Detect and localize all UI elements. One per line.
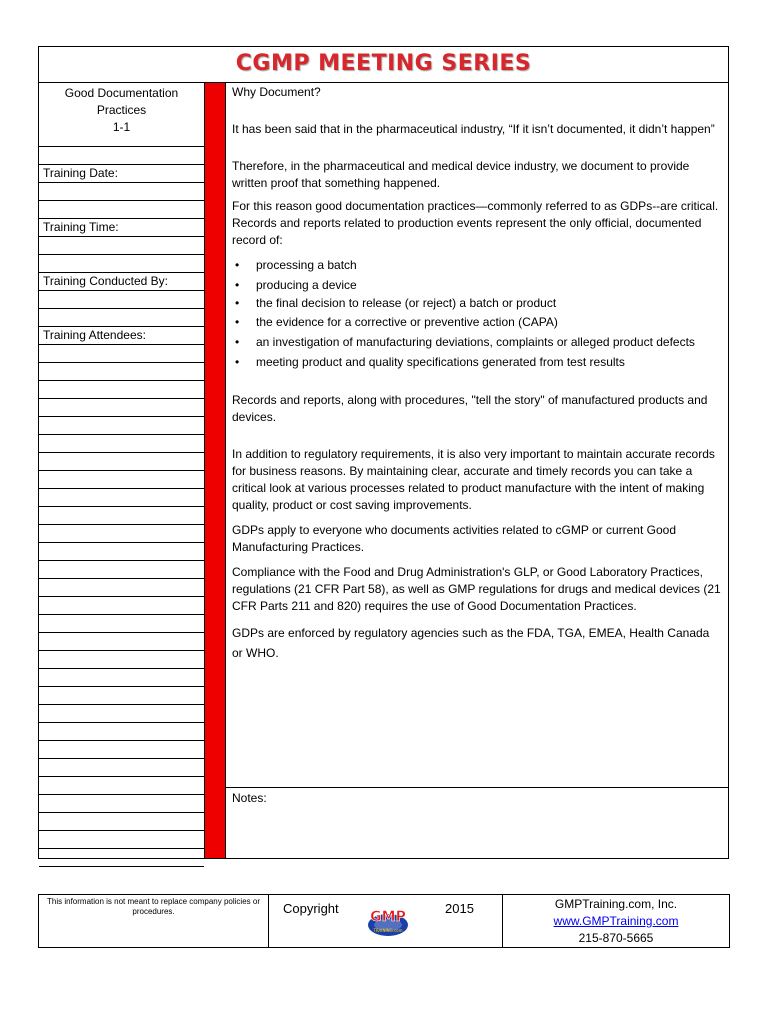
red-accent-bar <box>204 83 226 858</box>
disclaimer: This information is not meant to replace company policies or procedures. <box>39 895 269 947</box>
blank-row <box>39 147 204 165</box>
attendee-row[interactable] <box>39 723 204 741</box>
footer <box>38 894 730 948</box>
training-time-label: Training Time: <box>39 219 204 237</box>
paragraph: Therefore, in the pharmaceutical and medical device industry, we document to provide written proof that something happened. <box>232 159 690 190</box>
title-bar <box>39 47 728 83</box>
attendee-row[interactable] <box>39 687 204 705</box>
attendee-row[interactable] <box>39 381 204 399</box>
list-item: • the evidence for a corrective or preventive action (CAPA) <box>256 312 722 332</box>
body-text <box>226 83 728 663</box>
attendee-row[interactable] <box>39 849 204 867</box>
paragraph: In addition to regulatory requirements, it is also very important to maintain accurate records for business reasons. By maintaining clear, accurate and timely records you can take a critical look at various processes related to product manufacture with the intent of making quality, product or cost saving improvements. <box>232 447 715 512</box>
attendee-row[interactable] <box>39 507 204 525</box>
sidebar-form <box>39 83 204 858</box>
attendee-row[interactable] <box>39 741 204 759</box>
attendee-row[interactable] <box>39 345 204 363</box>
attendee-row[interactable] <box>39 525 204 543</box>
conducted-by-field[interactable] <box>39 309 204 327</box>
list-item: • producing a device <box>256 275 722 295</box>
gmp-logo-icon <box>365 903 411 939</box>
contact-cell <box>503 895 729 947</box>
notes-field[interactable] <box>226 787 728 858</box>
attendee-row[interactable] <box>39 651 204 669</box>
paragraph: For this reason good documentation practices—commonly referred to as GDPs--are critical. Records and reports related to production events represent the only official, documented record of: <box>232 199 719 247</box>
attendee-row[interactable] <box>39 795 204 813</box>
website-link[interactable]: www.GMPTraining.com <box>553 914 679 928</box>
logo-subtext: TRAINING.com <box>373 928 403 933</box>
attendee-row[interactable] <box>39 363 204 381</box>
training-form <box>38 46 729 859</box>
copyright-cell <box>269 895 503 947</box>
copyright-label: Copyright <box>283 901 339 916</box>
list-item: • processing a batch <box>256 255 722 275</box>
training-time-field[interactable] <box>39 237 204 255</box>
attendee-row[interactable] <box>39 417 204 435</box>
paragraph: GDPs apply to everyone who documents activities related to cGMP or current Good Manufacturing Practices. <box>232 523 676 554</box>
logo-text: GMP <box>370 909 406 925</box>
module-number: 1-1 <box>112 120 131 134</box>
copyright-year: 2015 <box>445 901 474 916</box>
attendee-row[interactable] <box>39 471 204 489</box>
attendee-row[interactable] <box>39 453 204 471</box>
list-item: • the final decision to release (or reject) a batch or product <box>256 295 722 312</box>
attendee-row[interactable] <box>39 597 204 615</box>
attendee-row[interactable] <box>39 399 204 417</box>
attendee-row[interactable] <box>39 489 204 507</box>
attendee-row[interactable] <box>39 669 204 687</box>
quote-paragraph: It has been said that in the pharmaceutical industry, “If it isn’t documented, it didn’t happen” <box>232 122 715 136</box>
attendee-row[interactable] <box>39 561 204 579</box>
module-title-line: Practices <box>96 103 147 117</box>
attendee-row[interactable] <box>39 633 204 651</box>
company-name: GMPTraining.com, Inc. <box>554 897 678 911</box>
page-title: CGMP MEETING SERIES <box>235 51 532 76</box>
attendee-row[interactable] <box>39 579 204 597</box>
attendee-row[interactable] <box>39 543 204 561</box>
training-time-field[interactable] <box>39 255 204 273</box>
paragraph: Records and reports, along with procedures, "tell the story" of manufactured products and devices. <box>232 393 708 424</box>
attendee-row[interactable] <box>39 813 204 831</box>
module-title <box>39 83 204 147</box>
main-content <box>226 83 728 858</box>
list-item: • an investigation of manufacturing deviations, complaints or alleged product defects <box>256 332 722 352</box>
phone-number: 215-870-5665 <box>578 931 654 945</box>
training-date-field[interactable] <box>39 201 204 219</box>
conducted-by-label: Training Conducted By: <box>39 273 204 291</box>
attendee-row[interactable] <box>39 831 204 849</box>
attendee-row[interactable] <box>39 777 204 795</box>
training-date-label: Training Date: <box>39 165 204 183</box>
bullet-list <box>232 255 722 372</box>
attendees-label: Training Attendees: <box>39 327 204 345</box>
list-item: • meeting product and quality specifications generated from test results <box>256 352 722 372</box>
attendee-row[interactable] <box>39 435 204 453</box>
paragraph: GDPs are enforced by regulatory agencies such as the FDA, TGA, EMEA, Health Canada or WHO. <box>232 626 710 660</box>
training-date-field[interactable] <box>39 183 204 201</box>
conducted-by-field[interactable] <box>39 291 204 309</box>
section-heading: Why Document? <box>232 85 321 99</box>
module-title-line: Good Documentation <box>64 86 179 100</box>
notes-label: Notes: <box>232 791 267 805</box>
attendee-row[interactable] <box>39 705 204 723</box>
attendee-row[interactable] <box>39 759 204 777</box>
attendee-row[interactable] <box>39 615 204 633</box>
attendee-rows <box>39 345 204 867</box>
paragraph: Compliance with the Food and Drug Administration's GLP, or Good Laboratory Practices, regulations (21 CFR Part 58), as well as GMP regulations for drugs and medical devices (21 CFR Parts 211 and 820) requires the use of Good Documentation Practices. <box>232 565 721 613</box>
